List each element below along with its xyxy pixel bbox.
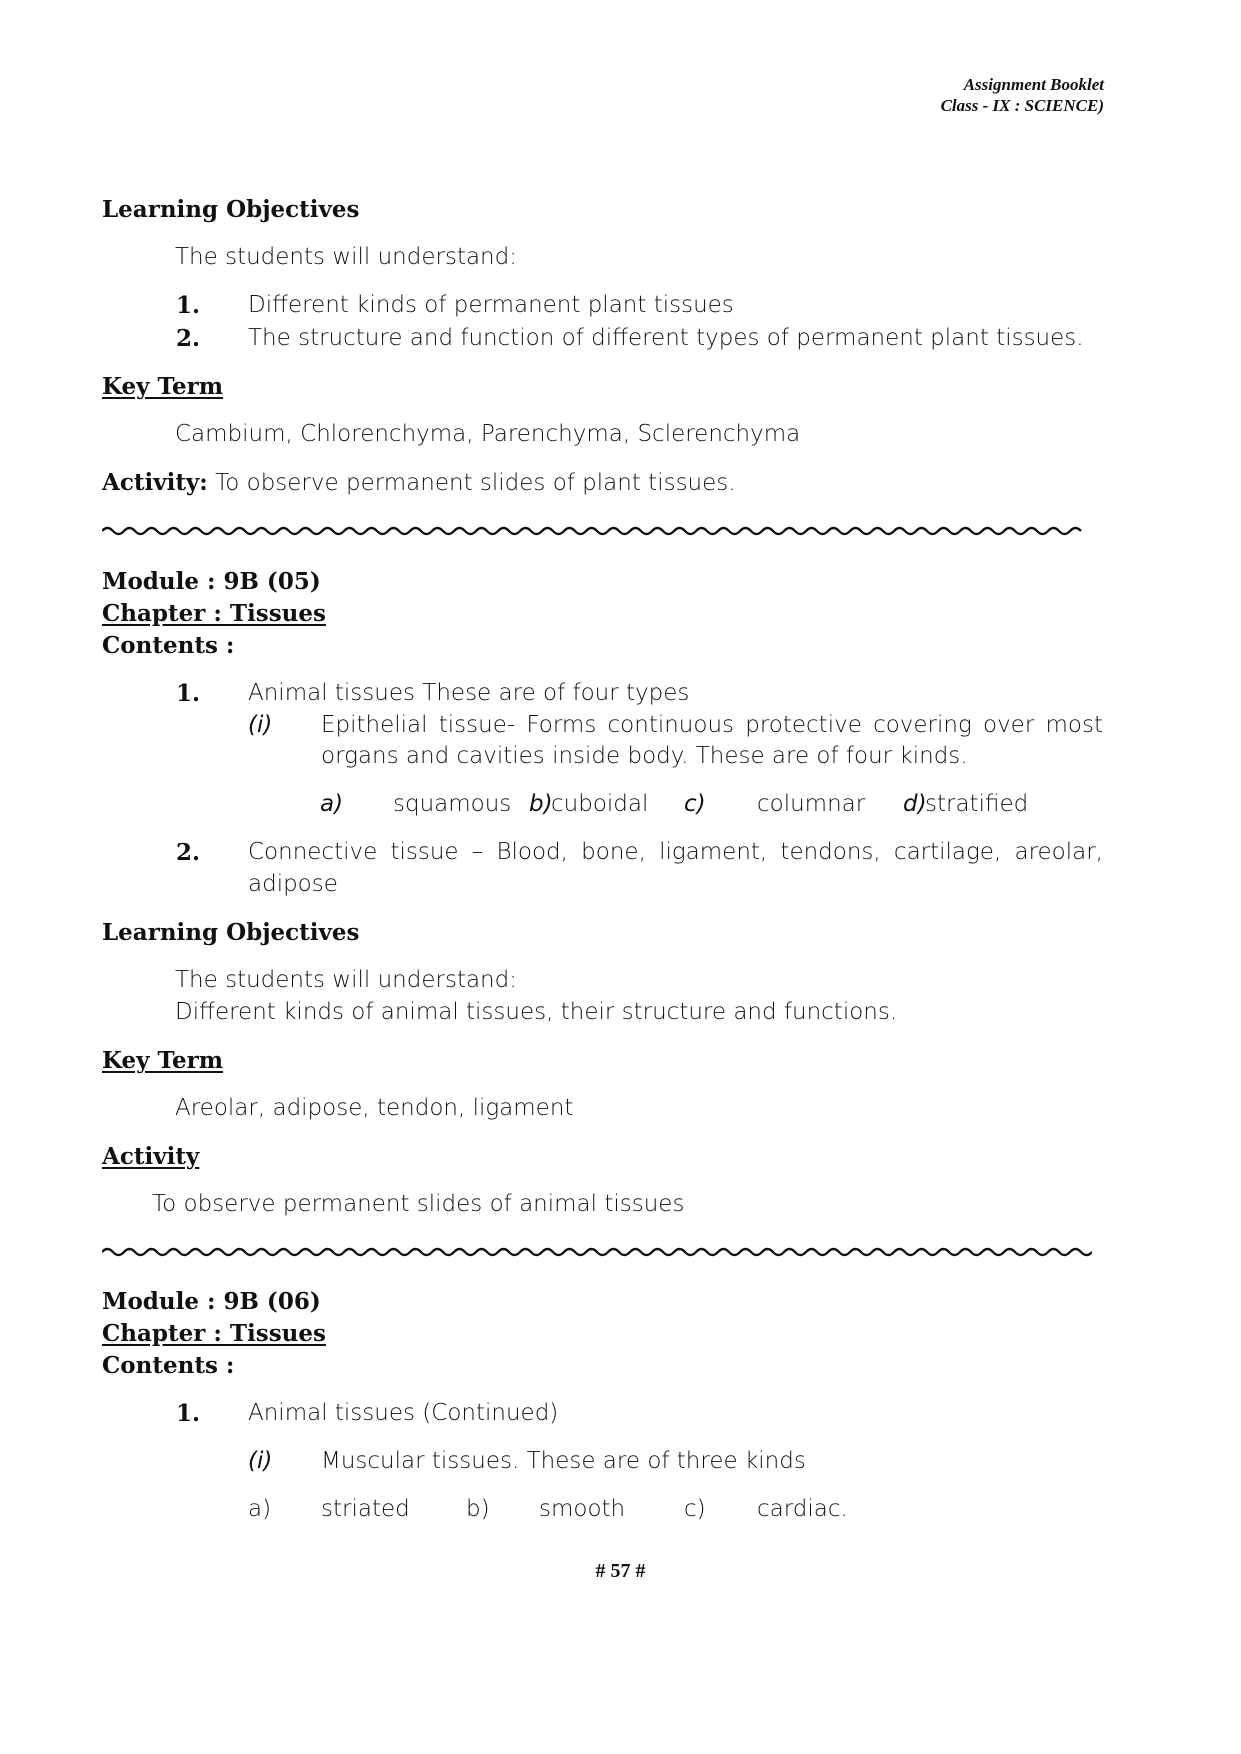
wavy-divider: [102, 524, 1092, 538]
learning-objectives-heading: Learning Objectives: [102, 919, 360, 946]
activity-line: [102, 469, 736, 496]
sub-item-label: (i): [248, 1448, 273, 1474]
kind-text: striated: [321, 1496, 410, 1522]
contents-heading: Contents :: [102, 632, 235, 659]
kind-text: squamous: [393, 791, 512, 817]
module-title: Module : 9B (05): [102, 568, 321, 595]
content-text-line-1: Connective tissue – Blood, bone, ligament, tendons, cartilage, areolar,: [248, 839, 1103, 865]
objective-text: The structure and function of different types of permanent plant tissues.: [248, 325, 1084, 351]
page-header: [941, 74, 1104, 116]
key-term-heading: Key Term: [102, 1047, 224, 1074]
content-text: Animal tissues These are of four types: [248, 680, 690, 706]
kind-label: c): [684, 791, 706, 817]
chapter-title: Chapter : Tissues: [102, 1320, 326, 1347]
activity-text: To observe permanent slides of animal tissues: [152, 1191, 685, 1217]
kind-label: b): [529, 791, 553, 817]
sub-item-text-line-2: organs and cavities inside body. These are of four kinds.: [321, 743, 968, 769]
learning-objectives-intro: The students will understand:: [175, 244, 517, 270]
module-title: Module : 9B (06): [102, 1288, 321, 1315]
kind-label: b): [466, 1496, 490, 1522]
objective-text: Different kinds of permanent plant tissues: [248, 292, 734, 318]
sub-item-label: (i): [248, 712, 273, 738]
sub-item-text-line-1: Epithelial tissue- Forms continuous protective covering over most: [321, 712, 1103, 738]
kind-text: cardiac.: [757, 1496, 848, 1522]
chapter-title: Chapter : Tissues: [102, 600, 326, 627]
kind-text: cuboidal: [551, 791, 649, 817]
kind-label: a): [320, 791, 344, 817]
content-number: 1.: [176, 1400, 201, 1427]
kind-text: columnar: [757, 791, 866, 817]
kind-text: smooth: [539, 1496, 626, 1522]
learning-objectives-heading: Learning Objectives: [102, 196, 360, 223]
key-term-heading: Key Term: [102, 373, 224, 400]
objective-number: 2.: [176, 325, 201, 352]
page-number-footer: # 57 #: [595, 1560, 646, 1582]
contents-heading: Contents :: [102, 1352, 235, 1379]
sub-item-text: Muscular tissues. These are of three kinds: [321, 1448, 806, 1474]
content-number: 2.: [176, 839, 201, 866]
kind-label: d): [903, 791, 927, 817]
header-line-1: Assignment Booklet: [963, 75, 1104, 94]
activity-text: To observe permanent slides of plant tissues.: [207, 470, 736, 496]
key-term-text: Areolar, adipose, tendon, ligament: [175, 1095, 574, 1121]
kind-text: stratified: [925, 791, 1029, 817]
objective-number: 1.: [176, 292, 201, 319]
content-text-line-2: adipose: [248, 871, 338, 897]
activity-heading: Activity: [102, 1143, 200, 1170]
kind-label: c): [684, 1496, 706, 1522]
learning-objectives-intro: The students will understand:: [175, 967, 517, 993]
wavy-divider: [102, 1245, 1092, 1259]
content-text: Animal tissues (Continued): [248, 1400, 559, 1426]
content-number: 1.: [176, 680, 201, 707]
key-term-text: Cambium, Chlorenchyma, Parenchyma, Sclerenchyma: [175, 421, 801, 447]
activity-label: Activity:: [102, 469, 208, 496]
learning-objectives-text: Different kinds of animal tissues, their structure and functions.: [175, 999, 898, 1025]
header-line-2: Class - IX : SCIENCE): [940, 96, 1104, 115]
kind-label: a): [248, 1496, 272, 1522]
